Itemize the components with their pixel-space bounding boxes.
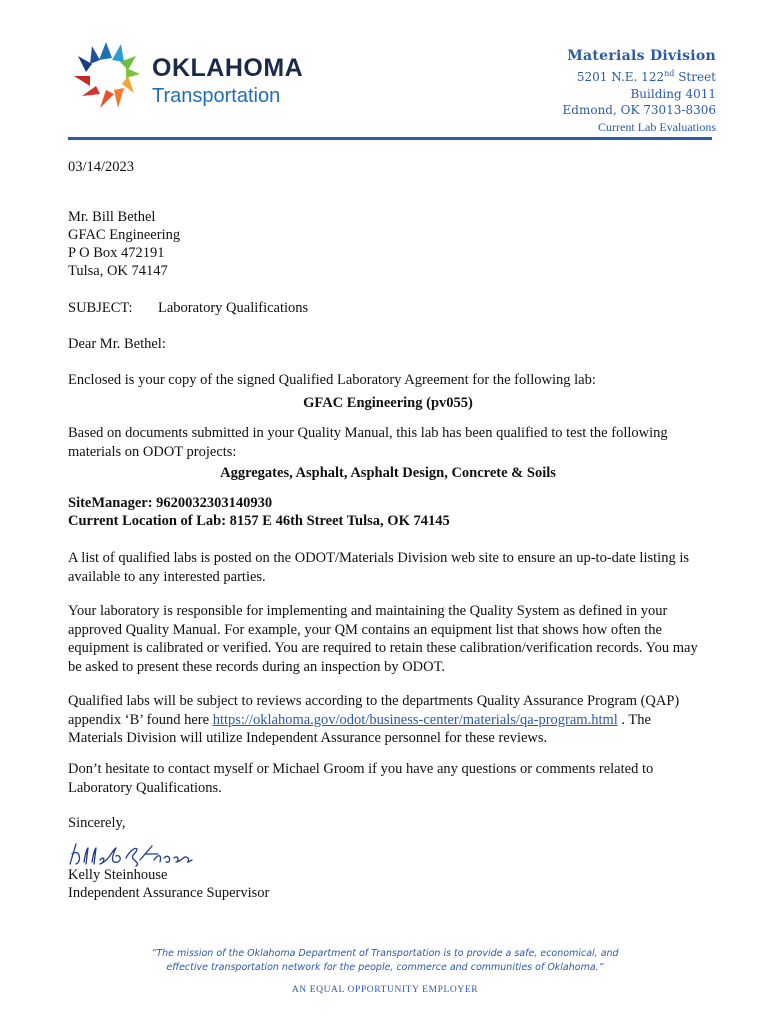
header-divider <box>68 137 712 140</box>
lab-location: Current Location of Lab: 8157 E 46th Street Tulsa, OK 74145 <box>68 513 450 529</box>
closing: Sincerely, <box>68 815 126 831</box>
address-department: Current Lab Evaluations <box>598 119 716 134</box>
address-city: Edmond, OK 73013-8306 <box>562 103 716 117</box>
recipient-pobox: P O Box 472191 <box>68 245 165 261</box>
equal-opportunity-notice: AN EQUAL OPPORTUNITY EMPLOYER <box>291 985 479 995</box>
signer-title: Independent Assurance Supervisor <box>68 885 270 901</box>
paragraph-list: A list of qualified labs is posted on the ODOT/Materials Division web site to ensure an up-to-date listing is available to any interested parties. <box>68 550 689 585</box>
mission-statement: “The mission of the Oklahoma Department of Transportation is to provide a safe, economical, and effective transportation network for the people, commerce and communities of Oklahoma.” <box>151 948 619 973</box>
paragraph-qualified: Based on documents submitted in your Quality Manual, this lab has been qualified to test the following materials on ODOT projects: <box>68 425 668 460</box>
qa-program-link[interactable]: https://oklahoma.gov/odot/business-center/materials/qa-program.html <box>212 711 618 728</box>
address-building: Building 4011 <box>630 86 716 101</box>
division-title: Materials Division <box>567 48 716 64</box>
division-address <box>496 46 716 136</box>
subject-value: Laboratory Qualifications <box>158 300 309 316</box>
odot-logo <box>66 38 326 114</box>
recipient-name: Mr. Bill Bethel <box>68 209 156 225</box>
recipient-company: GFAC Engineering <box>68 227 181 243</box>
materials-list: Aggregates, Asphalt, Asphalt Design, Concrete & Soils <box>220 465 556 481</box>
logo-transportation-text: Transportation <box>152 85 281 107</box>
paragraph-reviews: Qualified labs will be subject to reviews according to the departments Quality Assurance Program (QAP) appendix ‘B’ found here https://oklahoma.gov/odot/business-center/materials/qa-program.html . The Materials Division will utilize Independent Assurance personnel for these reviews. <box>68 693 680 746</box>
paragraph-enclosed: Enclosed is your copy of the signed Qualified Laboratory Agreement for the following lab: <box>68 372 596 388</box>
address-street: 5201 N.E. 122nd Street <box>576 69 716 84</box>
paragraph-responsibility: Your laboratory is responsible for implementing and maintaining the Quality System as defined in your approved Quality Manual. For example, your QM contains an equipment list that shows how often the equipment is calibrated or verified. You are required to retain these calibration/verification records. You may be asked to present these records during an inspection by ODOT. <box>68 603 698 675</box>
paragraph-contact: Don’t hesitate to contact myself or Michael Groom if you have any questions or comments related to Laboratory Qualifications. <box>68 761 654 796</box>
logo-oklahoma-text: OKLAHOMA <box>152 54 304 82</box>
subject-label: SUBJECT: <box>68 300 133 316</box>
letter-date: 03/14/2023 <box>68 159 135 175</box>
subject-line <box>68 299 308 317</box>
salutation: Dear Mr. Bethel: <box>68 336 166 352</box>
sitemanager-id: SiteManager: 9620032303140930 <box>68 495 273 511</box>
signer-name: Kelly Steinhouse <box>68 867 168 883</box>
star-logo-icon <box>66 38 146 114</box>
lab-name: GFAC Engineering (pv055) <box>303 395 473 411</box>
recipient-city: Tulsa, OK 74147 <box>68 263 168 279</box>
